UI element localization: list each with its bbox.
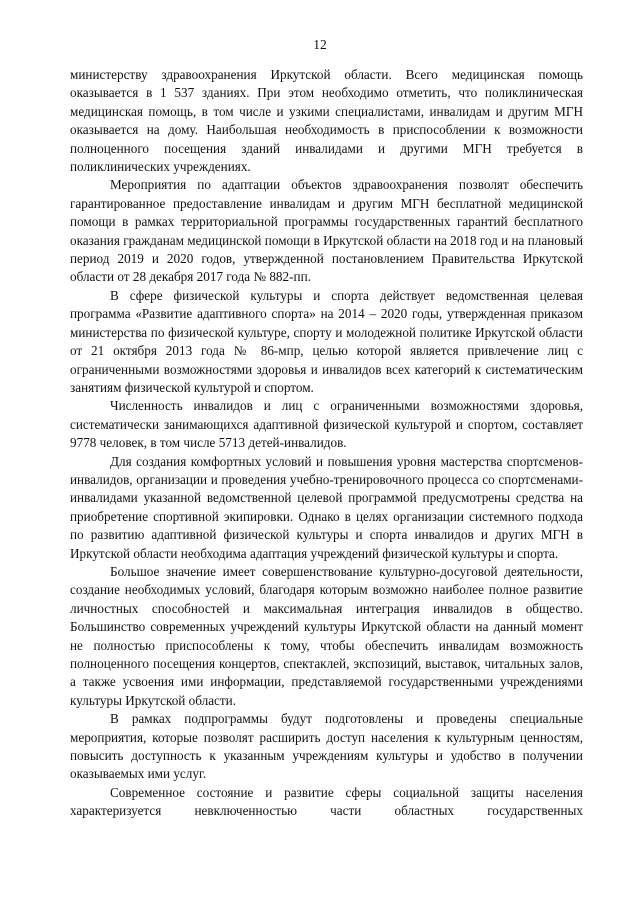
paragraph-subprogram-events: В рамках подпрограммы будут подготовлены и проведены специальные мероприятия, которые позволят расширить доступ населения к культурным ценностям, повысить доступность к указанным учреждениям культуры и удобство в получении оказываемых ими услуг. bbox=[70, 711, 583, 782]
paragraph-cultural-activities: Большое значение имеет совершенствование культурно-досуговой деятельности, создание необходимых условий, благодаря которым возможно наиболее полное развитие личностных способностей и максимальная интеграция инвалидов в общество. Большинство современных учреждений культуры Иркутской области на данный момент не полностью приспособлены к тому, чтобы обеспечить инвалидам возможность полноценного посещения концертов, спектаклей, экспозиций, выставок, читальных залов, а также усвоения ими информации, представляемой государственными учреждениями культуры Иркутской области. bbox=[70, 563, 583, 708]
paragraph-sport-equipment: Для создания комфортных условий и повышения уровня мастерства спортсменов-инвалидов, организации и проведения учебно-тренировочного процесса со спортсменами-инвалидами указанной ведомственной целевой программой предусмотрены средства на приобретение спортивной экипировки. Однако в целях организации системного подхода по развитию адаптивной физической культуры и спорта инвалидов и других МГН в Иркутской области необходима адаптация учреждений физической культуры и спорта. bbox=[70, 453, 583, 561]
paragraph-adaptive-sport-numbers: Численность инвалидов и лиц с ограниченными возможностями здоровья, систематически занимающихся адаптивной физической культурой и спортом, составляет 9778 человек, в том числе 5713 детей-инвалидов. bbox=[70, 398, 583, 451]
paragraph-social-protection: Современное состояние и развитие сферы социальной защиты населения характеризуется невключенностью части областных государственных bbox=[70, 784, 583, 819]
paragraph-healthcare-adaptation: Мероприятия по адаптации объектов здравоохранения позволят обеспечить гарантированное предоставление инвалидам и другим МГН бесплатной медицинской помощи в рамках территориальной программы государственных гарантий бесплатного оказания гражданам медицинской помощи в Иркутской области на 2018 год и на плановый период 2019 и 2020 годов, утвержденной постановлением Правительства Иркутской области от 28 декабря 2017 года № 882-пп. bbox=[70, 177, 583, 285]
paragraph-healthcare-buildings: министерству здравоохранения Иркутской области. Всего медицинская помощь оказывается в 1 537 зданиях. При этом необходимо отметить, что поликлиническая медицинская помощь, в том числе и узкими специалистами, инвалидам и другим МГН оказывается на дому. Наибольшая необходимость в приспособлении к возможности полноценного посещения зданий инвалидами и другими МГН требуется в поликлинических учреждениях. bbox=[70, 67, 583, 175]
page-number: 12 bbox=[313, 37, 327, 52]
document-body bbox=[70, 66, 583, 821]
paragraph-adaptive-sport-program: В сфере физической культуры и спорта действует ведомственная целевая программа «Развитие адаптивного спорта» на 2014 – 2020 годы, утвержденная приказом министерства по физической культуре, спорту и молодежной политике Иркутской области от 21 октября 2013 года № 86-мпр, целью которой является привлечение лиц с ограниченными возможностями здоровья и инвалидов всех категорий к систематическим занятиям физической культурой и спортом. bbox=[70, 287, 583, 395]
